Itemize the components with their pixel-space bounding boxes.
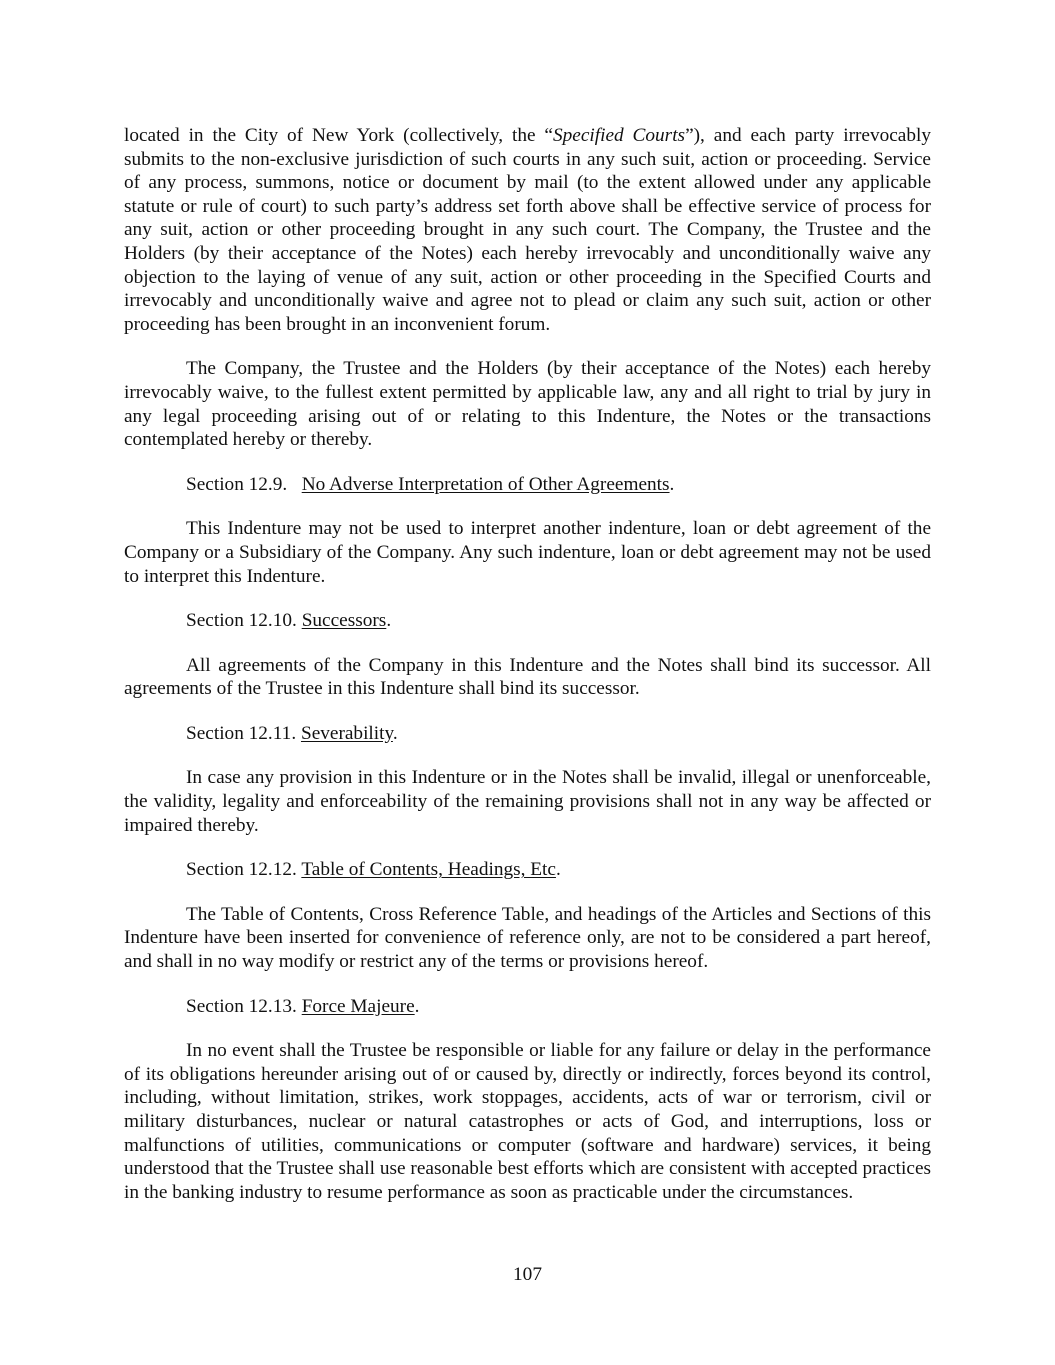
section-title-suffix: .: [555, 859, 561, 881]
section-title: Table of Contents, Headings, Etc: [301, 859, 556, 881]
section-heading-12-11: [124, 722, 931, 746]
paragraph-jury-waiver: The Company, the Trustee and the Holders (by their acceptance of the Notes) each hereby irrevocably waive, to the fullest extent permitted by applicable law, any and all right to trial by jury in any legal proceeding arising out of or relating to this Indenture, the Notes or the transactions contemplated hereby or thereby.: [124, 358, 931, 451]
paragraph-text: located in the City of New York (collectively, the “: [124, 125, 553, 146]
section-heading-12-12: [124, 858, 931, 882]
paragraph-text: ”), and each party irrevocably submits to the non-exclusive jurisdiction of such courts in any such suit, action or proceeding. Service of any process, summons, notice or document by mail (to the extent allowed under any applicable statute or rule of court) to such party’s address set forth above shall be effective service of process for any suit, action or other proceeding brought in any such court. The Company, the Trustee and the Holders (by their acceptance of the Notes) each hereby irrevocably and unconditionally waive any objection to the laying of venue of any suit, action or other proceeding in the Specified Courts and irrevocably and unconditionally waive and agree not to plead or claim any such suit, action or other proceeding has been brought in an inconvenient forum.: [124, 125, 931, 335]
section-body-12-13: In no event shall the Trustee be responsible or liable for any failure or delay in the performance of its obligations hereunder arising out of or caused by, directly or indirectly, forces beyond its control, including, without limitation, strikes, work stoppages, accidents, acts of war or terrorism, civil or military disturbances, nuclear or natural catastrophes or acts of God, and interruptions, loss or malfunctions of utilities, communications or computer (software and hardware) services, it being understood that the Trustee shall use reasonable best efforts which are consistent with accepted practices in the banking industry to resume performance as soon as practicable under the circumstances.: [124, 1040, 931, 1203]
section-body-12-12: The Table of Contents, Cross Reference Table, and headings of the Articles and Sections of this Indenture have been inserted for convenience of reference only, are not to be considered a part hereof, and shall in no way modify or restrict any of the terms or provisions hereof.: [124, 903, 931, 973]
section-body-12-9: This Indenture may not be used to interpret another indenture, loan or debt agreement of the Company or a Subsidiary of the Company. Any such indenture, loan or debt agreement may not be used to interpret this Indenture.: [124, 518, 931, 587]
section-body-12-10: All agreements of the Company in this Indenture and the Notes shall bind its successor. All agreements of the Trustee in this Indenture shall bind its successor.: [124, 654, 931, 700]
section-title: No Adverse Interpretation of Other Agreements: [301, 473, 670, 495]
section-title: Force Majeure: [301, 995, 415, 1017]
section-heading-12-13: [124, 995, 931, 1019]
document-page: [124, 124, 931, 1225]
paragraph-jurisdiction: [124, 124, 931, 336]
section-title-suffix: .: [669, 473, 675, 495]
section-title-suffix: .: [414, 995, 420, 1017]
section-heading-12-10: [124, 609, 931, 633]
section-title: Successors: [301, 610, 387, 632]
section-heading-12-9: [124, 473, 931, 497]
section-title-suffix: .: [392, 722, 398, 744]
defined-term-specified-courts: Specified Courts: [552, 125, 686, 146]
section-number: Section 12.13.: [186, 995, 302, 1017]
page-number: 107: [513, 1264, 542, 1285]
section-title: Severability: [300, 722, 393, 744]
section-number: Section 12.10.: [186, 610, 302, 632]
section-title-suffix: .: [386, 610, 392, 632]
section-number: Section 12.11.: [186, 722, 301, 744]
section-number: Section 12.12.: [186, 859, 302, 881]
section-number: Section 12.9.: [186, 473, 302, 495]
section-body-12-11: In case any provision in this Indenture or in the Notes shall be invalid, illegal or unenforceable, the validity, legality and enforceability of the remaining provisions shall not in any way be affected or impaired thereby.: [124, 767, 931, 836]
